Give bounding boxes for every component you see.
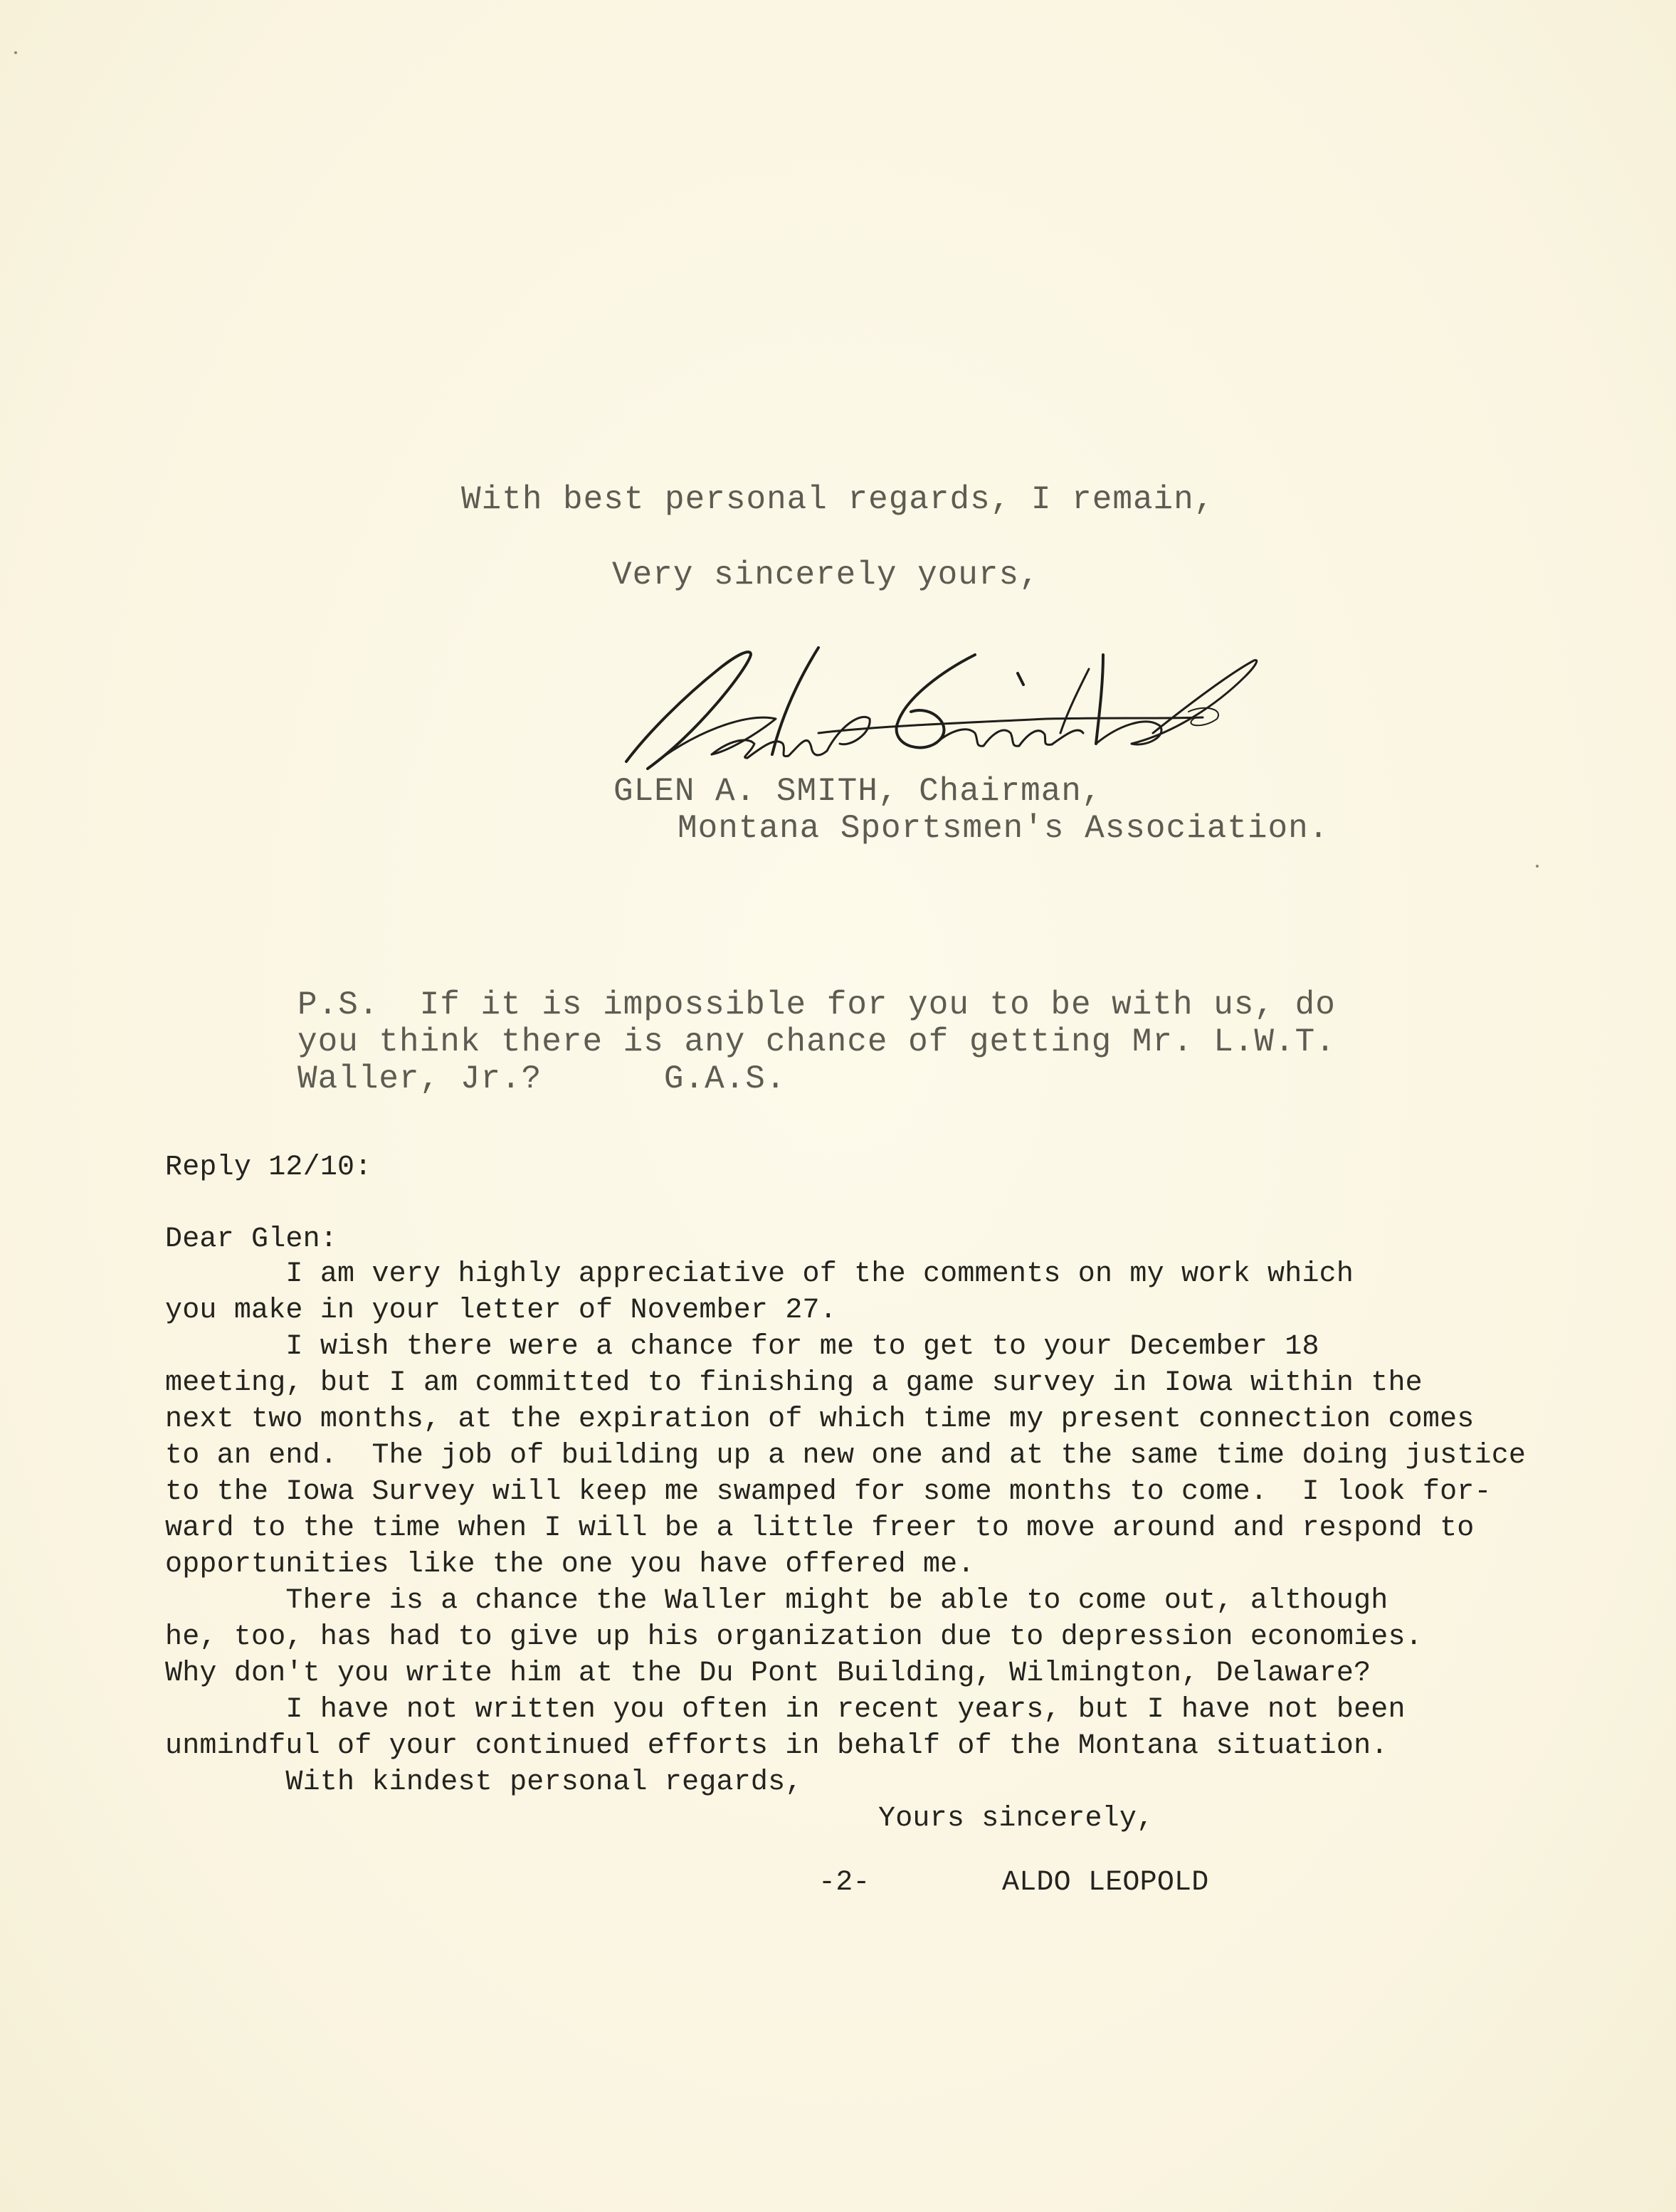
paper-speck (14, 51, 17, 54)
postscript-line-1: P.S. If it is impossible for you to be with us, do (297, 986, 1336, 1023)
reply-line: you make in your letter of November 27. (165, 1295, 837, 1327)
handwritten-signature (605, 626, 1317, 790)
reply-line: Why don't you write him at the Du Pont Building, Wilmington, Delaware? (165, 1658, 1371, 1690)
closing-regards: With best personal regards, I remain, (461, 481, 1215, 518)
reply-line: he, too, has had to give up his organization due to depression economies. (165, 1621, 1423, 1653)
typed-signer-name: GLEN A. SMITH, Chairman, (613, 773, 1102, 810)
reply-line: to the Iowa Survey will keep me swamped for some months to come. I look for- (165, 1476, 1492, 1508)
signer-organization: Montana Sportsmen's Association. (678, 810, 1329, 847)
reply-header: Reply 12/10: (165, 1152, 372, 1184)
reply-line: next two months, at the expiration of which time my present connection comes (165, 1403, 1475, 1436)
paper-speck (1536, 865, 1539, 868)
reply-line: I have not written you often in recent years, but I have not been (165, 1694, 1406, 1726)
postscript-line-2: you think there is any chance of getting Mr. L.W.T. (297, 1023, 1336, 1060)
reply-line: I am very highly appreciative of the comments on my work which (165, 1258, 1354, 1290)
reply-line: I wish there were a chance for me to get to your December 18 (165, 1331, 1319, 1363)
reply-salutation: Dear Glen: (165, 1223, 338, 1255)
reply-line: opportunities like the one you have offered me. (165, 1549, 975, 1581)
page-number: -2- (818, 1867, 870, 1899)
reply-line: to an end. The job of building up a new one and at the same time doing justice (165, 1440, 1527, 1472)
reply-closing: Yours sincerely, (878, 1803, 1154, 1835)
reply-line: ward to the time when I will be a little freer to move around and respond to (165, 1512, 1475, 1544)
reply-line: meeting, but I am committed to finishing a game survey in Iowa within the (165, 1367, 1423, 1399)
postscript-line-3: Waller, Jr.? G.A.S. (297, 1060, 786, 1097)
reply-line: unmindful of your continued efforts in behalf of the Montana situation. (165, 1730, 1388, 1762)
reply-line: With kindest personal regards, (165, 1766, 803, 1798)
reply-signer: ALDO LEOPOLD (1002, 1867, 1209, 1899)
reply-line: There is a chance the Waller might be able to come out, although (165, 1585, 1388, 1617)
closing-sign-off: Very sincerely yours, (612, 557, 1040, 594)
